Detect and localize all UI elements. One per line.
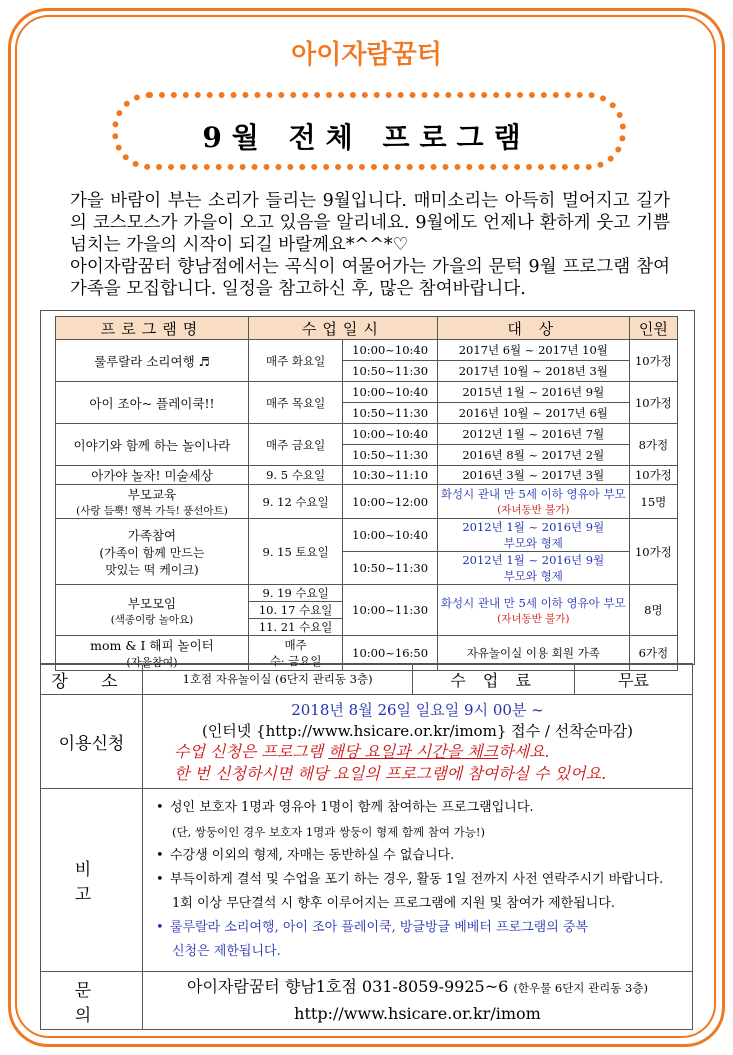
header-program: 프로그램명 — [56, 317, 249, 340]
program-day: 9. 5 수요일 — [248, 466, 342, 485]
program-day: 매주 금요일 — [248, 424, 342, 466]
program-name-main: mom & I 해피 놀이터 — [90, 638, 214, 653]
table-row — [56, 340, 678, 361]
program-target: 2016년 3월 ~ 2017년 3월 — [437, 466, 629, 485]
program-time: 10:00~11:30 — [343, 585, 437, 636]
warning-text: 하세요. — [498, 741, 550, 761]
header-target: 대 상 — [437, 317, 629, 340]
note-text: 수강생 이외의 형제, 자매는 동반하실 수 없습니다. — [169, 848, 455, 863]
program-day: 10. 17 수요일 — [248, 602, 342, 619]
program-name: 아이 조아~ 플레이쿡!! — [56, 382, 249, 424]
program-name-sub: 맛있는 떡 케이크) — [105, 562, 199, 577]
note-text: 성인 보호자 1명과 영유아 1명이 함께 참여하는 프로그램입니다. — [169, 800, 534, 815]
program-name: 룰루랄라 소리여행 ♬ — [56, 340, 249, 382]
program-time: 10:50~11:30 — [343, 361, 437, 382]
place-row — [41, 664, 693, 695]
program-day: 9. 19 수요일 — [248, 585, 342, 602]
intro-text — [70, 190, 670, 300]
registration-content — [142, 695, 692, 789]
program-time: 10:00~16:50 — [343, 636, 437, 671]
note-text: 부득이하게 결석 및 수업을 포기 하는 경우, 활동 1일 전까지 사전 연락주시기 바랍니다. — [169, 872, 664, 887]
target-main: 화성시 관내 만 5세 이하 영유아 부모 — [440, 595, 626, 610]
program-capacity: 6가정 — [629, 636, 677, 671]
notes-label: 비 고 — [41, 789, 143, 972]
program-day: 9. 15 토요일 — [248, 519, 342, 585]
note-item: • 룰루랄라 소리여행, 아이 조아 플레이쿡, 방글방글 베베터 프로그램의 중복 — [155, 920, 589, 935]
program-target: 2012년 1월 ~ 2016년 7월 — [437, 424, 629, 445]
program-target: 자유놀이실 이용 회원 가족 — [437, 636, 629, 671]
program-day: 9. 12 수요일 — [248, 485, 342, 519]
contact-phone: 아이자람꿈터 향남1호점 031-8059-9925~6 — [187, 977, 509, 996]
registration-warning-1 — [144, 741, 691, 763]
header-schedule: 수업일시 — [248, 317, 437, 340]
program-name: 아가야 놀자! 미술세상 — [56, 466, 249, 485]
program-name-main: 부모모임 — [127, 595, 177, 611]
registration-url: (인터넷 {http://www.hsicare.or.kr/imom} 접수 / 선착순마감) — [201, 721, 633, 740]
note-text: 1회 이상 무단결석 시 향후 이루어지는 프로그램에 지원 및 참여가 제한됩니다. — [171, 896, 616, 911]
target-note: 부모와 형제 — [503, 536, 563, 550]
warning-emphasis: 해당 요일과 시간을 체크 — [328, 741, 499, 761]
notes-content — [142, 789, 692, 972]
table-header-row — [56, 317, 678, 340]
program-time: 10:00~10:40 — [343, 519, 437, 552]
program-name — [56, 519, 249, 585]
program-target — [437, 485, 629, 519]
intro-paragraph-1: 가을 바람이 부는 소리가 들리는 9월입니다. 매미소리는 아득히 멀어지고 길가의 코스모스가 가을이 오고 있음을 알리네요. 9월에도 언제나 환하게 웃고 기쁨 넘치는 가을의 시작이 되길 바랄께요*^^*♡ — [70, 191, 670, 255]
program-name-main: 부모교육 — [127, 487, 177, 502]
registration-row — [41, 695, 693, 789]
registration-date: 2018년 8월 26일 일요일 9시 00분 ~ — [291, 700, 544, 719]
contact-content — [142, 972, 692, 1030]
program-target: 2015년 1월 ~ 2016년 9월 — [437, 382, 629, 403]
program-target — [437, 585, 629, 636]
table-row — [56, 424, 678, 445]
fee-value: 무료 — [575, 664, 693, 695]
place-label: 장 소 — [41, 664, 143, 695]
target-note: (자녀동반 불가) — [497, 612, 570, 625]
program-capacity: 10가정 — [629, 466, 677, 485]
program-name-sub: (색종이랑 놀아요) — [110, 613, 194, 626]
program-time: 10:00~10:40 — [343, 424, 437, 445]
note-item: • 성인 보호자 1명과 영유아 1명이 함께 참여하는 프로그램입니다. — [155, 800, 534, 815]
program-target — [437, 519, 629, 552]
fee-label: 수 업 료 — [413, 664, 575, 695]
warning-text: 수업 신청은 프로그램 — [173, 741, 329, 761]
program-name: 이야기와 함께 하는 놀이나라 — [56, 424, 249, 466]
notes-list — [144, 790, 691, 970]
program-capacity: 10가정 — [629, 382, 677, 424]
program-target: 2016년 8월 ~ 2017년 2월 — [437, 445, 629, 466]
note-item: • 부득이하게 결석 및 수업을 포기 하는 경우, 활동 1일 전까지 사전 연락주시기 바랍니다. — [155, 872, 664, 887]
header-capacity: 인원 — [629, 317, 677, 340]
registration-label: 이용신청 — [41, 695, 143, 789]
program-capacity: 10가정 — [629, 340, 677, 382]
contact-label: 문 의 — [41, 972, 143, 1030]
note-item — [156, 820, 691, 844]
site-title: 아이자람꿈터 — [291, 40, 442, 70]
contact-row — [41, 972, 693, 1030]
contact-address: (한우물 6단지 관리동 3층) — [513, 981, 648, 995]
target-main: 2012년 1월 ~ 2016년 9월 — [462, 520, 605, 534]
program-time: 10:00~12:00 — [343, 485, 437, 519]
program-day: 11. 21 수요일 — [248, 619, 342, 636]
program-name-sub: (가족이 함께 만드는 — [99, 545, 205, 560]
program-name-sub: (자율참여) — [126, 656, 178, 669]
table-row — [56, 585, 678, 602]
program-capacity: 8명 — [629, 585, 677, 636]
table-row — [56, 466, 678, 485]
table-row — [56, 519, 678, 552]
table-row — [56, 382, 678, 403]
program-time: 10:00~10:40 — [343, 340, 437, 361]
program-name — [56, 485, 249, 519]
program-day: 매주 목요일 — [248, 382, 342, 424]
registration-warning-2: 한 번 신청하시면 해당 요일의 프로그램에 참여하실 수 있어요. — [173, 763, 607, 783]
program-table — [55, 316, 678, 671]
program-name-sub: (사랑 듬뿍! 행복 가득! 풍선아트) — [76, 505, 228, 517]
program-time: 10:50~11:30 — [343, 552, 437, 585]
program-capacity: 15명 — [629, 485, 677, 519]
program-target: 2017년 6월 ~ 2017년 10월 — [437, 340, 629, 361]
program-name-main: 가족참여 — [127, 527, 177, 543]
note-item: • 수강생 이외의 형제, 자매는 동반하실 수 없습니다. — [155, 848, 455, 863]
contact-line-1 — [144, 974, 691, 1001]
contact-url[interactable]: http://www.hsicare.or.kr/imom — [294, 1004, 541, 1023]
program-capacity: 8가정 — [629, 424, 677, 466]
program-time: 10:50~11:30 — [343, 445, 437, 466]
note-item — [156, 892, 691, 916]
program-time: 10:30~11:10 — [343, 466, 437, 485]
program-target — [437, 552, 629, 585]
day-line: 수· 금요일 — [269, 654, 322, 668]
program-target: 2016년 10월 ~ 2017년 6월 — [437, 403, 629, 424]
program-day: 매주 화요일 — [248, 340, 342, 382]
place-value: 1호점 자유놀이실 (6단지 관리동 3층) — [142, 664, 412, 695]
target-note: 부모와 형제 — [503, 569, 563, 583]
table-row — [56, 485, 678, 519]
program-target: 2017년 10월 ~ 2018년 3월 — [437, 361, 629, 382]
program-title: 9월 전체 프로그램 — [202, 121, 531, 154]
note-text: 룰루랄라 소리여행, 아이 조아 플레이쿡, 방글방글 베베터 프로그램의 중복 — [169, 920, 589, 935]
program-time: 10:50~11:30 — [343, 403, 437, 424]
note-item — [156, 940, 691, 964]
info-table — [40, 663, 693, 1030]
note-text: 신청은 제한됩니다. — [171, 944, 281, 959]
program-capacity: 10가정 — [629, 519, 677, 585]
target-main: 2012년 1월 ~ 2016년 9월 — [462, 553, 605, 567]
intro-paragraph-2: 아이자람꿈터 향남점에서는 곡식이 여물어가는 가을의 문턱 9월 프로그램 참여 가족을 모집합니다. 일정을 참고하신 후, 많은 참여바랍니다. — [70, 257, 670, 299]
target-main: 화성시 관내 만 5세 이하 영유아 부모 — [440, 487, 626, 501]
day-line: 매주 — [284, 638, 307, 652]
target-note: (자녀동반 불가) — [497, 504, 570, 516]
note-text: (단, 쌍둥이인 경우 보호자 1명과 쌍둥이 형제 함께 참여 가능!) — [171, 825, 485, 839]
notes-row — [41, 789, 693, 972]
program-name — [56, 585, 249, 636]
program-time: 10:00~10:40 — [343, 382, 437, 403]
